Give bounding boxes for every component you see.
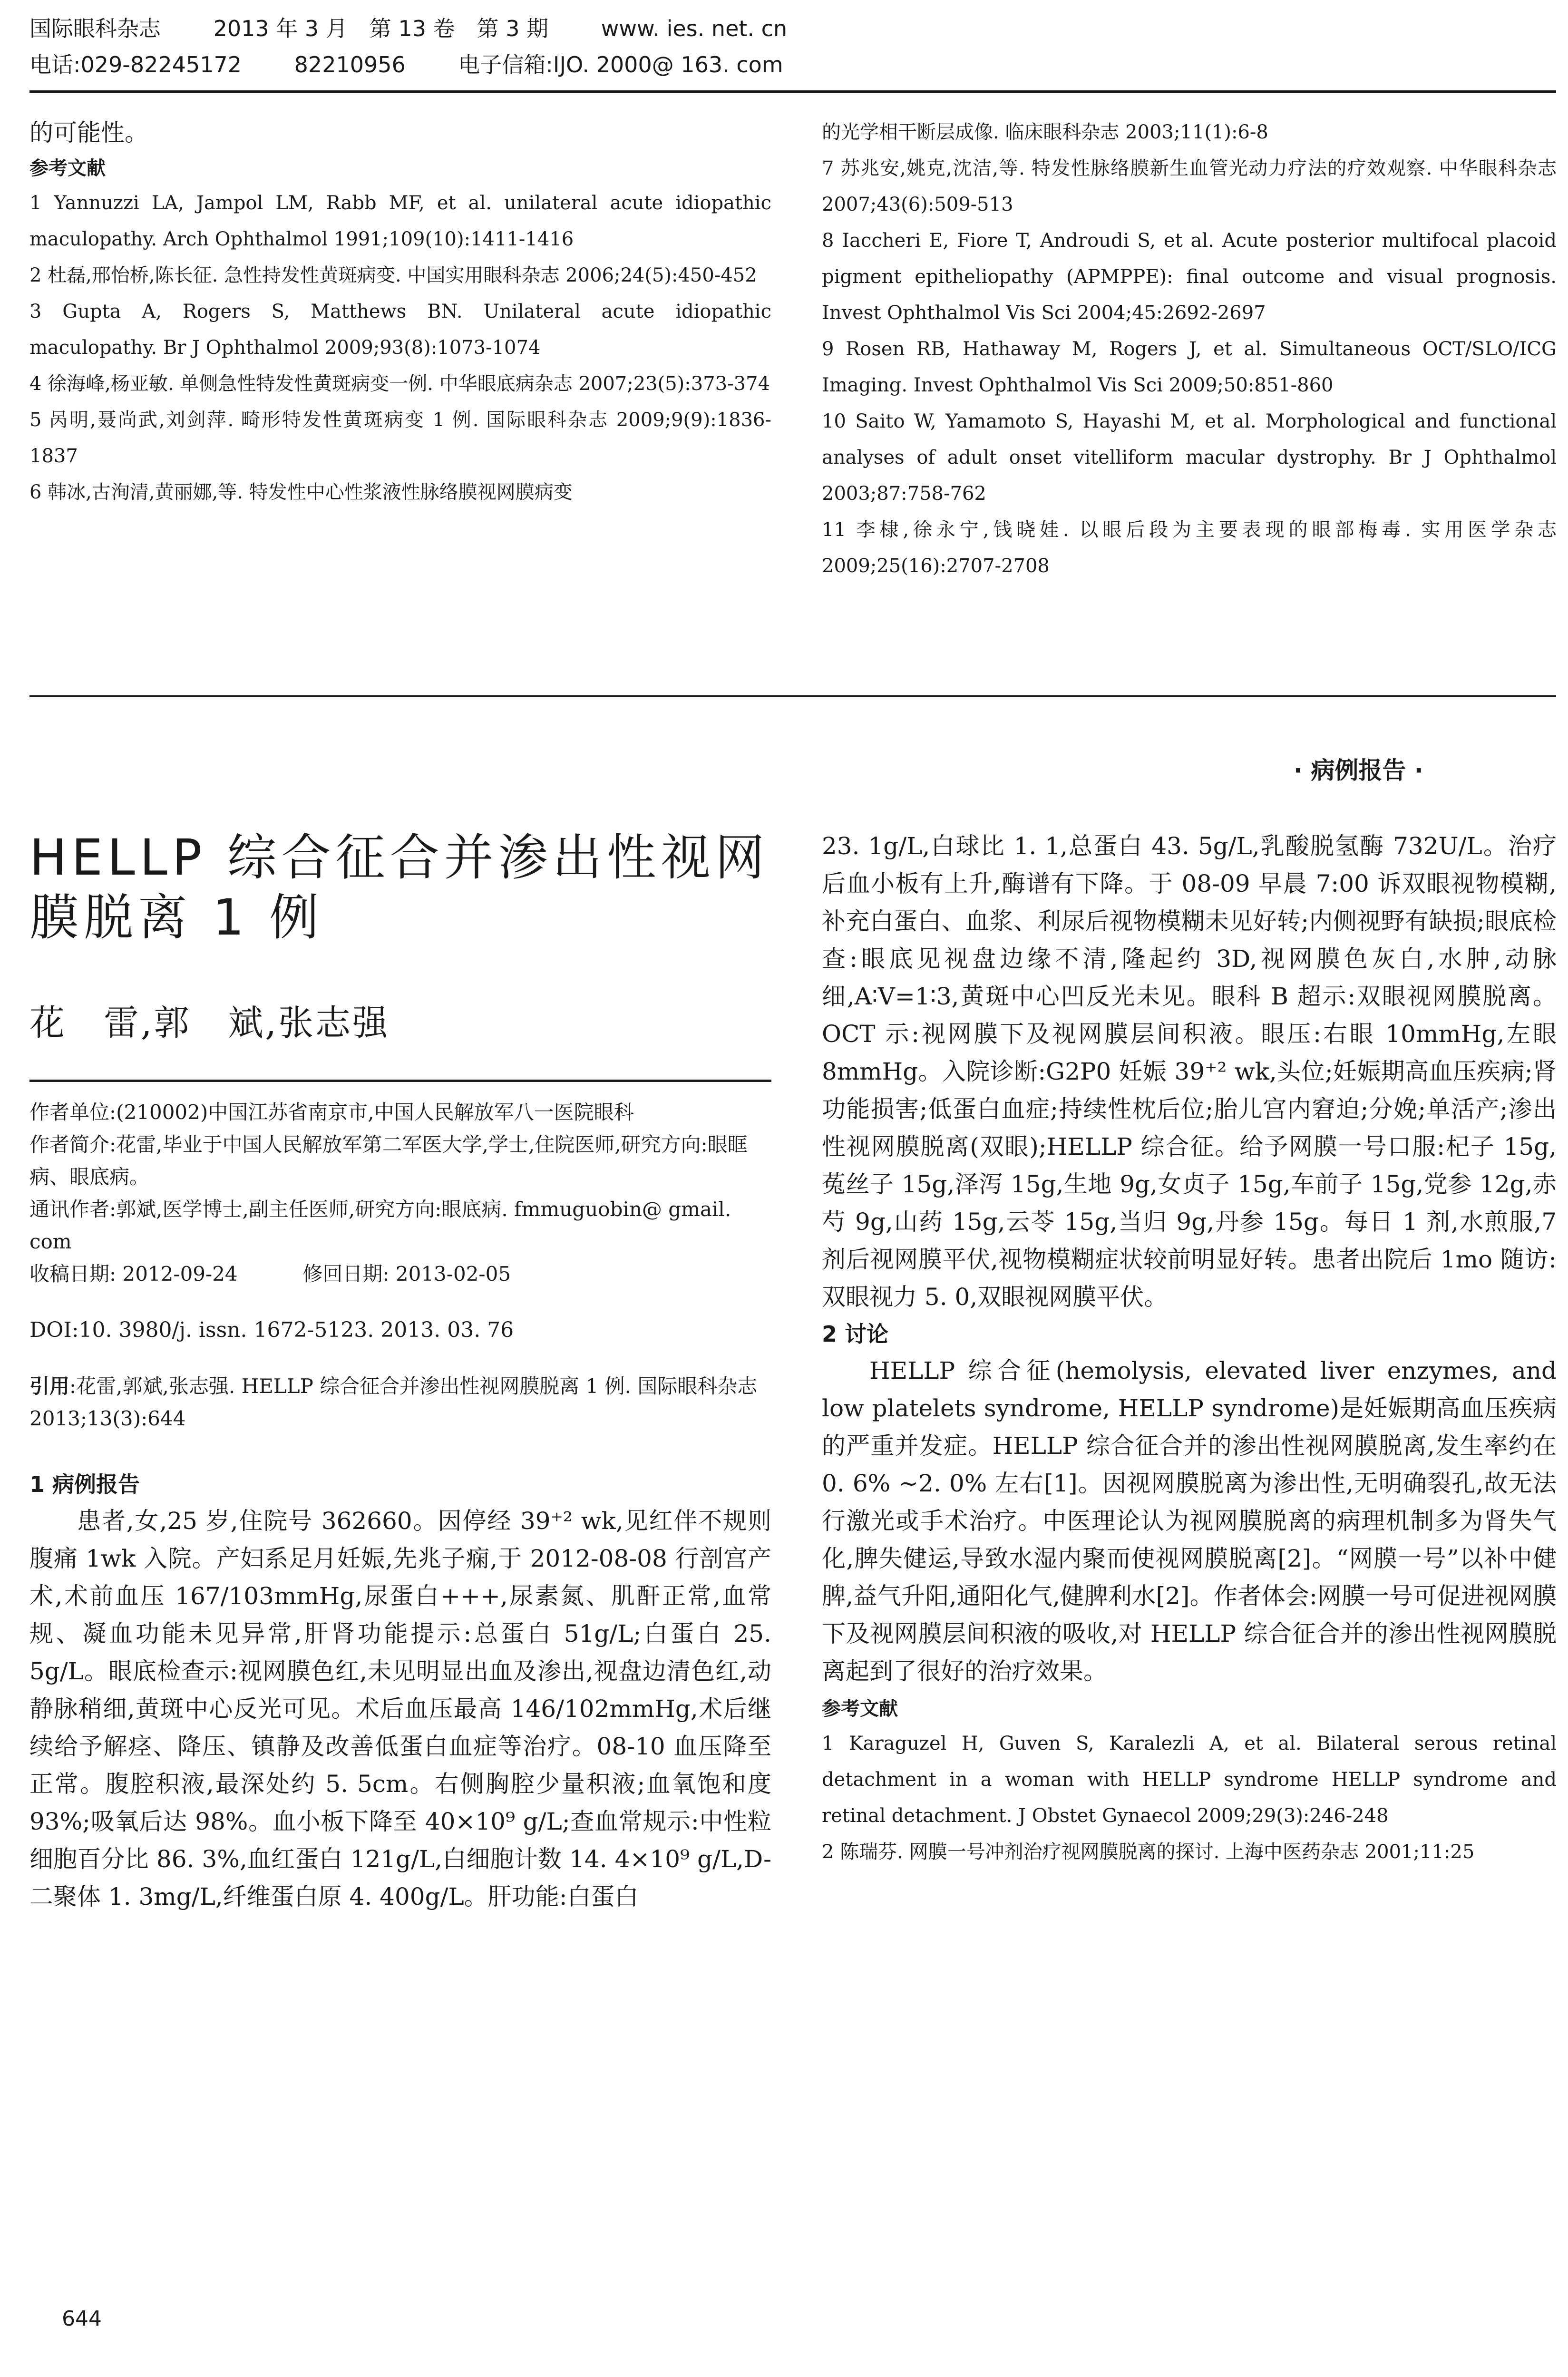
prev-ref-item: 7 苏兆安,姚克,沈洁,等. 特发性脉络膜新生血管光动力疗法的疗效观察. 中华眼科杂志 2007;43(6):509-513 <box>822 157 1557 215</box>
running-header-line2 <box>29 48 829 82</box>
article-title-line1: HELLP 综合征合并渗出性视网 <box>29 828 769 887</box>
prev-ref-item: 8 Iaccheri E, Fiore T, Androudi S, et al. Acute posterior multifocal placoid pigment epitheliopathy (APMPPE): final outcome and visual prognosis. Invest Ophthalmol Vis Sci 2004;45:2692-2697 <box>822 230 1557 324</box>
prev-ref-item: 9 Rosen RB, Hathaway M, Rogers J, et al. Simultaneous OCT/SLO/ICG Imaging. Invest Ophthalmol Vis Sci 2009;50:851-860 <box>822 338 1557 396</box>
discussion-paragraph: HELLP 综合征(hemolysis, elevated liver enzymes, and low platelets syndrome, HELLP syndrome)是妊娠期高血压疾病的严重并发症。HELLP 综合征合并的渗出性视网膜脱离,发生率约在 0. 6% ~2. 0% 左右[1]。因视网膜脱离为渗出性,无明确裂孔,故无法行激光或手术治疗。中医理论认为视网膜脱离的病理机制多为肾失气化,脾失健运,导致水湿内聚而使视网膜脱离[2]。“网膜一号”以补中健脾,益气升阳,通阳化气,健脾利水[2]。作者体会:网膜一号可促进视网膜下及视网膜层间积液的吸收,对 HELLP 综合征合并的渗出性视网膜脱离起到了很好的治疗效果。 <box>822 1357 1557 1685</box>
section1-body-right <box>822 828 1557 1316</box>
citation-block <box>29 1370 771 1435</box>
prev-article-tail: 的可能性。 <box>29 119 148 146</box>
revised-date: 修回日期: 2013-02-05 <box>302 1262 511 1286</box>
running-header-line1 <box>29 11 833 46</box>
page-number: 644 <box>62 2307 102 2331</box>
phone-number-2: 82210956 <box>294 52 406 78</box>
section1-body-left <box>29 1502 771 1916</box>
authors-rule <box>29 1080 771 1082</box>
article-title-line2: 膜脱离 1 例 <box>29 888 324 946</box>
article-ref-item: 1 Karaguzel H, Guven S, Karalezli A, et al. Bilateral serous retinal detachment in a woman with HELLP syndrome HELLP syndrome and retinal detachment. J Obstet Gynaecol 2009;29(3):246-248 <box>822 1733 1557 1827</box>
corresponding-author: 通讯作者:郭斌,医学博士,副主任医师,研究方向:眼底病. fmmuguobin@ gmail. com <box>29 1198 731 1253</box>
section2-heading: 2 讨论 <box>822 1321 889 1347</box>
article-dates <box>29 1258 771 1290</box>
article-right-column <box>822 828 1557 1870</box>
section2-body <box>822 1352 1557 1690</box>
article-authors: 花 雷,郭 斌,张志强 <box>29 1003 390 1043</box>
prev-ref-item: 10 Saito W, Yamamoto S, Hayashi M, et al. Morphological and functional analyses of adult onset vitelliform macular dystrophy. Br J Ophthalmol 2003;87:758-762 <box>822 410 1557 505</box>
journal-website: www. ies. net. cn <box>601 16 788 41</box>
article-refs-heading: 参考文献 <box>822 1698 898 1720</box>
article-left-column <box>29 828 771 1916</box>
citation-text: :花雷,郭斌,张志强. HELLP 综合征合并渗出性视网膜脱离 1 例. 国际眼科杂志 2013;13(3):644 <box>29 1374 758 1430</box>
header-rule <box>29 90 1556 93</box>
prev-ref-item: 5 呙明,聂尚武,刘剑萍. 畸形特发性黄斑病变 1 例. 国际眼科杂志 2009;9(9):1836-1837 <box>29 409 771 467</box>
received-date: 收稿日期: 2012-09-24 <box>29 1262 238 1286</box>
article-separator-rule <box>29 695 1556 697</box>
citation-label: 引用 <box>29 1374 70 1398</box>
email-address: 电子信箱:IJO. 2000@ 163. com <box>458 52 783 78</box>
prev-ref-item: 1 Yannuzzi LA, Jampol LM, Rabb MF, et al. unilateral acute idiopathic maculopathy. Arch Ophthalmol 1991;109(10):1411-1416 <box>29 192 771 250</box>
prev-ref-item: 2 杜磊,邢怡桥,陈长征. 急性持发性黄斑病变. 中国实用眼科杂志 2006;24(5):450-452 <box>29 264 757 286</box>
article-ref-item: 2 陈瑞芬. 网膜一号冲剂治疗视网膜脱离的探讨. 上海中医药杂志 2001;11:25 <box>822 1841 1475 1863</box>
section-tag: · 病例报告 · <box>1294 757 1423 784</box>
prev-article-right-column <box>822 114 1557 584</box>
prev-ref-item: 6 韩冰,古洵清,黄丽娜,等. 特发性中心性浆液性脉络膜视网膜病变 <box>29 481 573 503</box>
prev-ref-item: 4 徐海峰,杨亚敏. 单侧急性特发性黄斑病变一例. 中华眼底病杂志 2007;23(5):373-374 <box>29 373 770 395</box>
section1-paragraph: 患者,女,25 岁,住院号 362660。因停经 39⁺² wk,见红伴不规则腹痛 1wk 入院。产妇系足月妊娠,先兆子痫,于 2012-08-08 行剖宫产术,术前血压 167/103mmHg,尿蛋白+++,尿素氮、肌酐正常,血常规、凝血功能未见异常,肝肾功能提示:总蛋白 51g/L;白蛋白 25. 5g/L。眼底检查示:视网膜色红,未见明显出血及渗出,视盘边清色红,动静脉稍细,黄斑中心反光可见。术后血压最高 146/102mmHg,术后继续给予解痉、降压、镇静及改善低蛋白血症等治疗。08-10 血压降至正常。腹腔积液,最深处约 5. 5cm。右侧胸腔少量积液;血氧饱和度 93%;吸氧后达 98%。血小板下降至 40×10⁹ g/L;查血常规示:中性粒细胞百分比 86. 3%,血红蛋白 121g/L,白细胞计数 14. 4×10⁹ g/L,D-二聚体 1. 3mg/L,纤维蛋白原 4. 400g/L。肝功能:白蛋白 <box>29 1507 771 1910</box>
prev-ref-item: 的光学相干断层成像. 临床眼科杂志 2003;11(1):6-8 <box>822 121 1268 143</box>
issue-info: 2013 年 3 月 第 13 卷 第 3 期 <box>213 16 549 41</box>
journal-name: 国际眼科杂志 <box>29 16 161 41</box>
article-title <box>29 828 771 947</box>
author-bio: 作者简介:花雷,毕业于中国人民解放军第二军医大学,学士,住院医师,研究方向:眼眶病、眼底病。 <box>29 1133 748 1188</box>
phone-number: 电话:029-82245172 <box>29 52 242 78</box>
section1-continuation: 23. 1g/L,白球比 1. 1,总蛋白 43. 5g/L,乳酸脱氢酶 732U/L。治疗后血小板有上升,酶谱有下降。于 08-09 早晨 7:00 诉双眼视物模糊,补充白蛋白、血浆、利尿后视物模糊未见好转;内侧视野有缺损;眼底检查:眼底见视盘边缘不清,隆起约 3D,视网膜色灰白,水肿,动脉细,A∶V=1∶3,黄斑中心凹反光未见。眼科 B 超示:双眼视网膜脱离。OCT 示:视网膜下及视网膜层间积液。眼压:右眼 10mmHg,左眼 8mmHg。入院诊断:G2P0 妊娠 39⁺² wk,头位;妊娠期高血压疾病;肾功能损害;低蛋白血症;持续性枕后位;胎儿宫内窘迫;分娩;单活产;渗出性视网膜脱离(双眼);HELLP 综合征。给予网膜一号口服:杞子 15g,菟丝子 15g,泽泻 15g,生地 9g,女贞子 15g,车前子 15g,党参 12g,赤芍 9g,山药 15g,云苓 15g,当归 9g,丹参 15g。每日 1 剂,水煎服,7 剂后视网膜平伏,视物模糊症状较前明显好转。患者出院后 1mo 随访:双眼视力 5. 0,双眼视网膜平伏。 <box>822 832 1557 1311</box>
prev-ref-item: 11 李棣,徐永宁,钱晓娃. 以眼后段为主要表现的眼部梅毒. 实用医学杂志 2009;25(16):2707-2708 <box>822 519 1557 577</box>
prev-refs-heading: 参考文献 <box>29 157 106 179</box>
prev-article-left-column <box>29 114 771 510</box>
author-affiliation: 作者单位:(210002)中国江苏省南京市,中国人民解放军八一医院眼科 <box>29 1101 634 1124</box>
section1-heading: 1 病例报告 <box>29 1471 140 1497</box>
prev-ref-item: 3 Gupta A, Rogers S, Matthews BN. Unilateral acute idiopathic maculopathy. Br J Ophthalmol 2009;93(8):1073-1074 <box>29 301 771 359</box>
article-doi: DOI:10. 3980/j. issn. 1672-5123. 2013. 03. 76 <box>29 1318 514 1342</box>
